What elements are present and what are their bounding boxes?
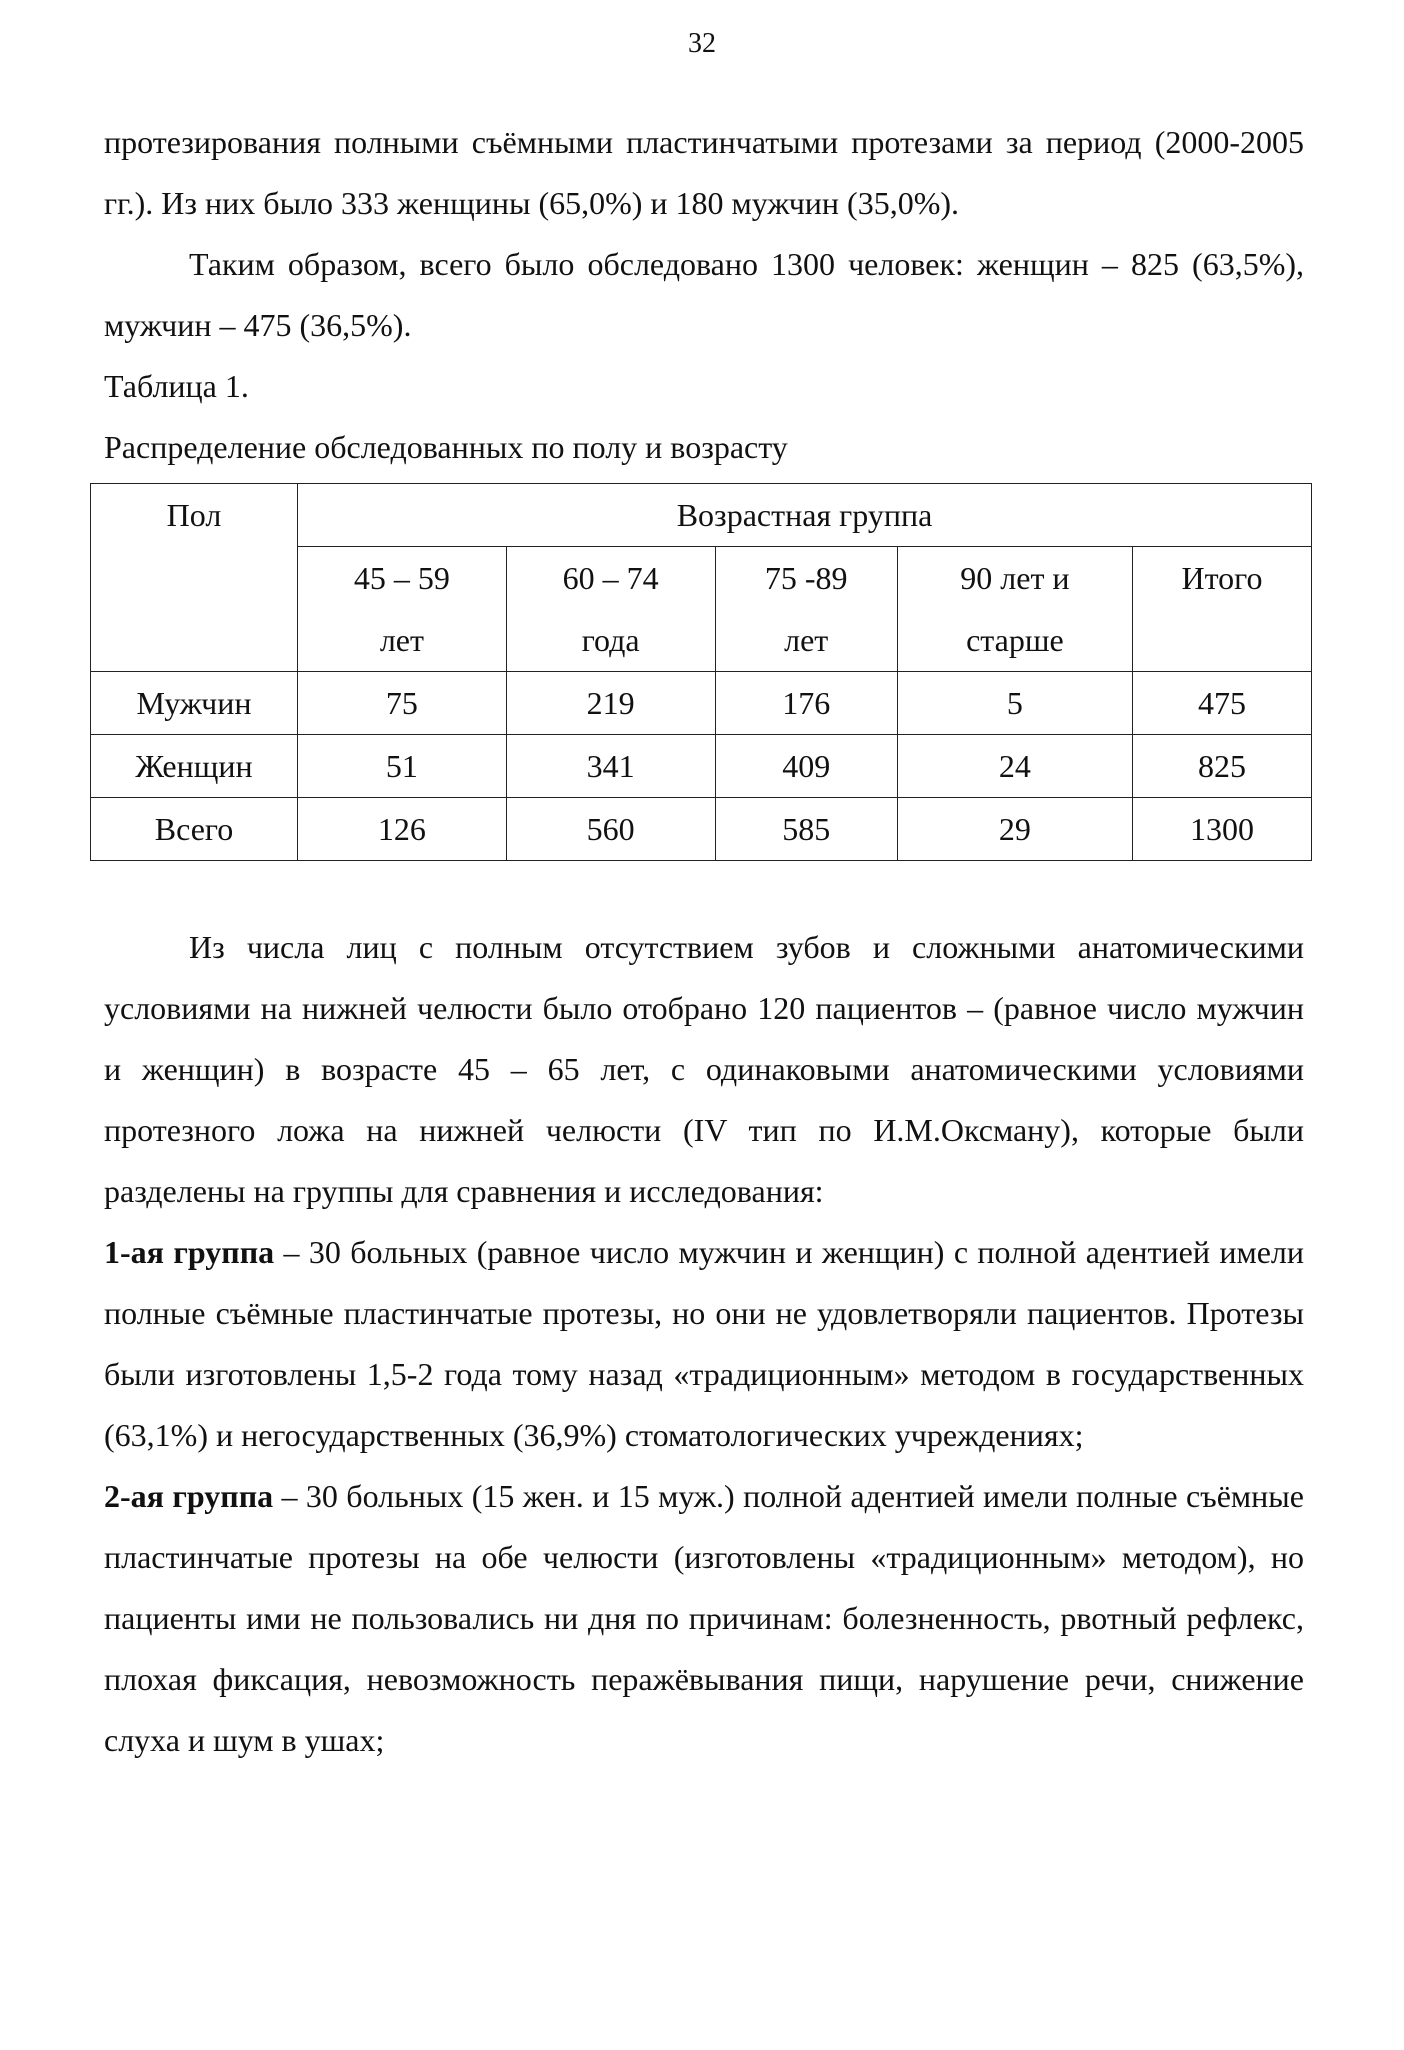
table-cell: 1300 bbox=[1133, 798, 1312, 861]
table-row bbox=[91, 798, 1312, 861]
table-cell: 341 bbox=[506, 735, 715, 798]
column-header: 75 -89 лет bbox=[715, 547, 897, 672]
page-number: 32 bbox=[688, 28, 716, 59]
group-1-label: 1-ая группа bbox=[104, 1234, 275, 1270]
row-label: Мужчин bbox=[91, 672, 298, 735]
table-label: Таблица 1. bbox=[104, 368, 249, 404]
column-header: 45 – 59 лет bbox=[298, 547, 507, 672]
paragraph-2: Таким образом, всего было обследовано 1300 человек: женщин – 825 (63,5%), мужчин – 475 (36,5%). bbox=[104, 246, 1304, 343]
column-header: 90 лет и старше bbox=[897, 547, 1132, 672]
table-cell: 219 bbox=[506, 672, 715, 735]
paragraph-1: протезирования полными съёмными пластинчатыми протезами за период (2000-2005 гг.). Из них было 333 женщины (65,0%) и 180 мужчин (35,0%). bbox=[104, 124, 1304, 221]
table-cell: 29 bbox=[897, 798, 1132, 861]
table-title: Распределение обследованных по полу и возрасту bbox=[104, 429, 788, 465]
table-row bbox=[91, 735, 1312, 798]
table-cell: 585 bbox=[715, 798, 897, 861]
table-cell: 5 bbox=[897, 672, 1132, 735]
table-cell: 126 bbox=[298, 798, 507, 861]
table-cell: 75 bbox=[298, 672, 507, 735]
table-cell: 176 bbox=[715, 672, 897, 735]
group-1-paragraph bbox=[104, 1222, 1304, 1466]
header-sex: Пол bbox=[91, 484, 298, 672]
distribution-table bbox=[90, 483, 1312, 861]
table-cell: 560 bbox=[506, 798, 715, 861]
paragraph-3: Из числа лиц с полным отсутствием зубов и сложными анатомическими условиями на нижней челюсти было отобрано 120 пациентов – (равное число мужчин и женщин) в возрасте 45 – 65 лет, с одинаковыми анатомическими условиями протезного ложа на нижней челюсти (IV тип по И.М.Оксману), которые были разделены на группы для сравнения и исследования: bbox=[104, 929, 1304, 1209]
document-body bbox=[104, 112, 1304, 1771]
table-cell: 51 bbox=[298, 735, 507, 798]
table-cell: 409 bbox=[715, 735, 897, 798]
column-header: Итого bbox=[1133, 547, 1312, 672]
table-cell: 24 bbox=[897, 735, 1132, 798]
group-2-label: 2-ая группа bbox=[104, 1478, 274, 1514]
table-row bbox=[91, 672, 1312, 735]
group-2-text: – 30 больных (15 жен. и 15 муж.) полной адентией имели полные съёмные пластинчатые протезы на обе челюсти (изготовлены «традиционным» методом), но пациенты ими не пользовались ни дня по причинам: болезненность, рвотный рефлекс, плохая фиксация, невозможность перажёвывания пищи, нарушение речи, снижение слуха и шум в ушах; bbox=[104, 1478, 1305, 1758]
column-header: 60 – 74 года bbox=[506, 547, 715, 672]
group-1-text: – 30 больных (равное число мужчин и женщин) с полной адентией имели полные съёмные пластинчатые протезы, но они не удовлетворяли пациентов. Протезы были изготовлены 1,5-2 года тому назад «традиционным» методом в государственных (63,1%) и негосударственных (36,9%) стоматологических учреждениях; bbox=[104, 1234, 1305, 1453]
row-label: Всего bbox=[91, 798, 298, 861]
row-label: Женщин bbox=[91, 735, 298, 798]
table-cell: 825 bbox=[1133, 735, 1312, 798]
table-cell: 475 bbox=[1133, 672, 1312, 735]
group-2-paragraph bbox=[104, 1466, 1304, 1771]
header-age-group: Возрастная группа bbox=[298, 484, 1312, 547]
